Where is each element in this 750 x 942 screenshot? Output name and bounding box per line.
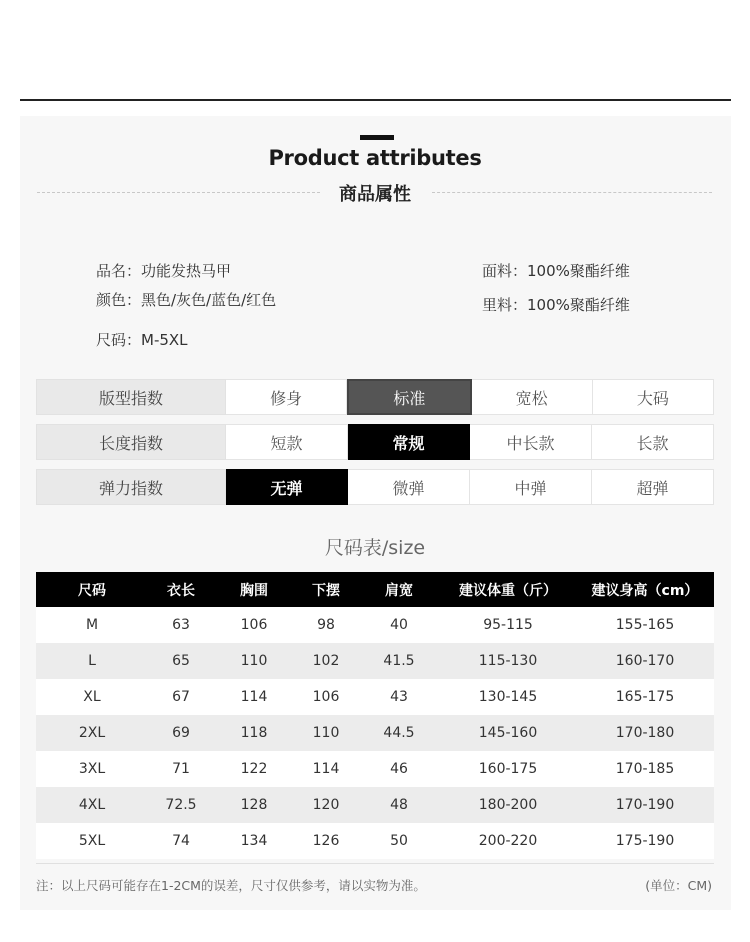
table-cell: 180-200 — [440, 787, 576, 823]
table-row — [36, 823, 714, 859]
table-cell: L — [36, 643, 148, 679]
table-cell: 50 — [358, 823, 440, 859]
footer-unit: (单位：CM) — [645, 878, 712, 893]
table-cell: 170-190 — [576, 787, 714, 823]
fit-option: 短款 — [226, 424, 348, 460]
footer-note: 注：以上尺码可能存在1-2CM的误差，尺寸仅供参考，请以实物为准。 — [36, 878, 426, 893]
column-header: 建议身高（cm） — [576, 572, 714, 607]
table-cell: 126 — [294, 823, 358, 859]
table-cell: 46 — [358, 751, 440, 787]
fit-option: 长款 — [592, 424, 714, 460]
table-cell: 145-160 — [440, 715, 576, 751]
column-header: 胸围 — [214, 572, 294, 607]
fit-option-selected: 标准 — [347, 379, 471, 415]
fit-option: 中长款 — [470, 424, 592, 460]
table-cell: 118 — [214, 715, 294, 751]
title-english: Product attributes — [268, 146, 482, 170]
table-cell: 4XL — [36, 787, 148, 823]
table-cell: 71 — [148, 751, 214, 787]
fit-option: 超弹 — [592, 469, 714, 505]
table-row — [36, 607, 714, 643]
table-cell: 67 — [148, 679, 214, 715]
table-row — [36, 715, 714, 751]
table-cell: 95-115 — [440, 607, 576, 643]
table-cell: 110 — [294, 715, 358, 751]
table-cell: 102 — [294, 643, 358, 679]
table-cell: 5XL — [36, 823, 148, 859]
table-cell: M — [36, 607, 148, 643]
fit-label: 长度指数 — [36, 424, 226, 460]
table-cell: 106 — [294, 679, 358, 715]
attr-color: 颜色：黑色/灰色/蓝色/红色 — [96, 291, 277, 309]
attr-lining: 里料：100%聚酯纤维 — [482, 296, 630, 314]
title-accent-bar — [360, 135, 394, 140]
column-header: 建议体重（斤） — [440, 572, 576, 607]
table-cell: XL — [36, 679, 148, 715]
table-cell: 170-180 — [576, 715, 714, 751]
table-cell: 134 — [214, 823, 294, 859]
table-row — [36, 643, 714, 679]
table-cell: 63 — [148, 607, 214, 643]
footer-divider — [36, 863, 714, 864]
table-cell: 128 — [214, 787, 294, 823]
fit-row-shape — [36, 379, 714, 415]
table-cell: 114 — [214, 679, 294, 715]
column-header: 下摆 — [294, 572, 358, 607]
table-cell: 130-145 — [440, 679, 576, 715]
table-cell: 48 — [358, 787, 440, 823]
attr-product-name: 品名：功能发热马甲 — [96, 262, 232, 280]
size-chart-body — [36, 607, 714, 859]
table-cell: 65 — [148, 643, 214, 679]
table-cell: 155-165 — [576, 607, 714, 643]
fit-option: 中弹 — [470, 469, 592, 505]
size-chart-title: 尺码表/size — [324, 537, 426, 559]
size-chart-header-row — [36, 572, 714, 607]
table-cell: 170-185 — [576, 751, 714, 787]
fit-option-selected: 无弹 — [226, 469, 348, 505]
table-cell: 2XL — [36, 715, 148, 751]
table-row — [36, 751, 714, 787]
table-cell: 106 — [214, 607, 294, 643]
fit-option: 大码 — [593, 379, 714, 415]
fit-option: 修身 — [226, 379, 347, 415]
attr-fabric: 面料：100%聚酯纤维 — [482, 262, 630, 280]
fit-option-selected: 常规 — [348, 424, 470, 460]
table-cell: 3XL — [36, 751, 148, 787]
table-cell: 98 — [294, 607, 358, 643]
table-row — [36, 787, 714, 823]
table-cell: 74 — [148, 823, 214, 859]
fit-row-elasticity — [36, 469, 714, 505]
table-cell: 120 — [294, 787, 358, 823]
attr-size: 尺码：M-5XL — [96, 331, 188, 349]
table-cell: 114 — [294, 751, 358, 787]
table-cell: 175-190 — [576, 823, 714, 859]
table-row — [36, 679, 714, 715]
fit-option: 微弹 — [348, 469, 470, 505]
table-cell: 200-220 — [440, 823, 576, 859]
table-cell: 41.5 — [358, 643, 440, 679]
table-cell: 69 — [148, 715, 214, 751]
top-divider — [20, 99, 731, 101]
title-chinese: 商品属性 — [339, 184, 411, 205]
fit-option: 宽松 — [472, 379, 593, 415]
column-header: 尺码 — [36, 572, 148, 607]
table-cell: 72.5 — [148, 787, 214, 823]
column-header: 衣长 — [148, 572, 214, 607]
fit-label: 弹力指数 — [36, 469, 226, 505]
table-cell: 110 — [214, 643, 294, 679]
table-cell: 165-175 — [576, 679, 714, 715]
table-cell: 160-175 — [440, 751, 576, 787]
table-cell: 44.5 — [358, 715, 440, 751]
table-cell: 43 — [358, 679, 440, 715]
size-chart-table — [36, 572, 714, 859]
column-header: 肩宽 — [358, 572, 440, 607]
fit-index-table — [36, 379, 714, 514]
table-cell: 115-130 — [440, 643, 576, 679]
fit-label: 版型指数 — [36, 379, 226, 415]
table-cell: 160-170 — [576, 643, 714, 679]
fit-row-length — [36, 424, 714, 460]
table-cell: 40 — [358, 607, 440, 643]
table-cell: 122 — [214, 751, 294, 787]
